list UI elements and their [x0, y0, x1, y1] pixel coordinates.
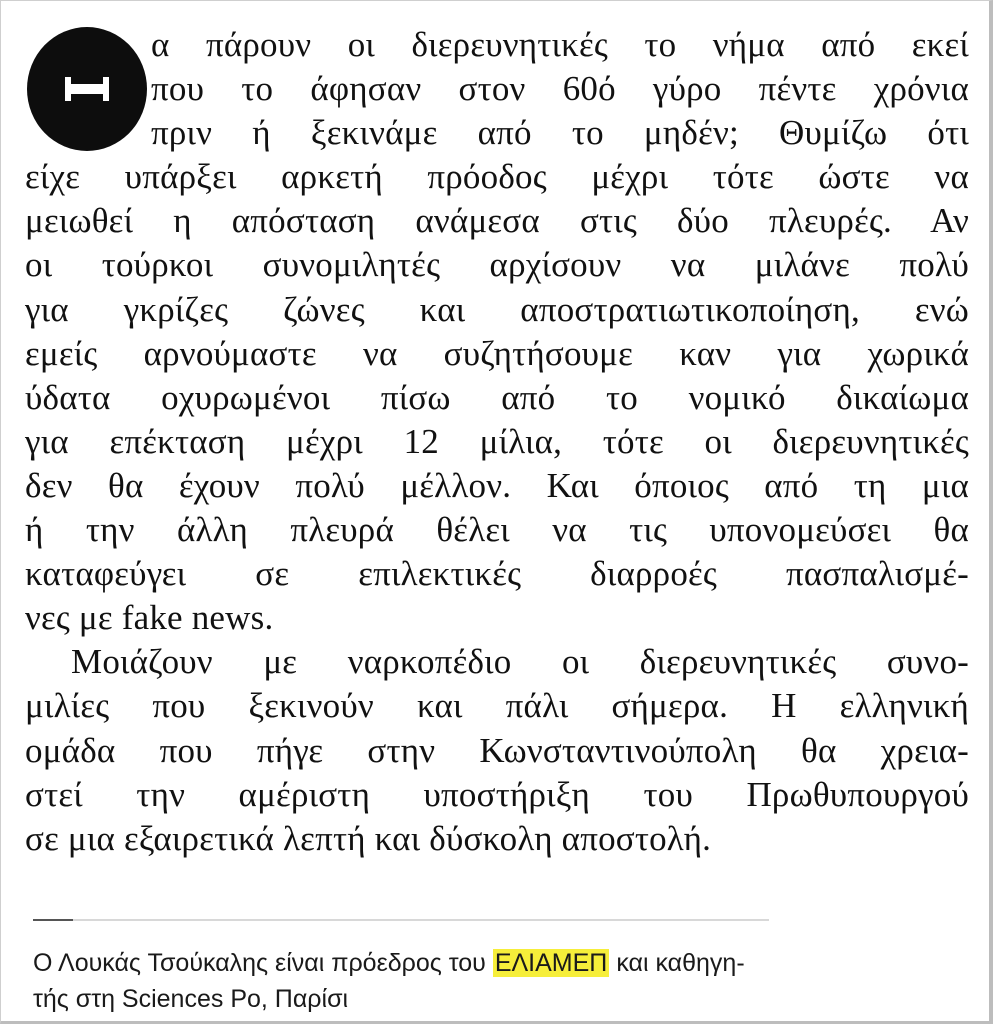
article-line: νες με fake news.: [25, 598, 274, 638]
article-line: Μοιάζουν με ναρκοπέδιο οι διερευνητικές συνο-: [71, 642, 969, 682]
article-line: μειωθεί η απόσταση ανάμεσα στις δύο πλευρές. Αν: [25, 201, 969, 241]
drop-cap-serif-right: [103, 77, 109, 101]
highlighted-org-name: ΕΛΙΑΜΕΠ: [494, 949, 608, 977]
article-line: στεί την αμέριστη υποστήριξη του Πρωθυπουργού: [25, 774, 969, 814]
drop-cap-theta: [27, 27, 147, 151]
article-line: για επέκταση μέχρι 12 μίλια, τότε οι διερευνητικές: [25, 421, 969, 461]
bio-line-1: [33, 945, 943, 981]
drop-cap-serif-left: [65, 77, 71, 101]
article-line: σε μια εξαιρετικά λεπτή και δύσκολη αποστολή.: [25, 818, 712, 858]
bio-text: Ο Λουκάς Τσούκαλης είναι πρόεδρος του: [33, 949, 493, 977]
article-line: οι τούρκοι συνομιλητές αρχίσουν να μιλάνε πολύ: [25, 245, 969, 285]
article-line: α πάρουν οι διερευνητικές το νήμα από εκεί: [151, 25, 969, 64]
article-line: για γκρίζες ζώνες και αποστρατιωτικοποίηση, ενώ: [25, 289, 969, 329]
article-line: ομάδα που πήγε στην Κωνσταντινούπολη θα χρεια-: [25, 730, 969, 770]
article-line: ή την άλλη πλευρά θέλει να τις υπονομεύσει θα: [25, 510, 969, 550]
article-body: [25, 23, 969, 861]
article-line: δεν θα έχουν πολύ μέλλον. Και όποιος από τη μια: [25, 465, 969, 505]
bio-line-2: τής στη Sciences Po, Παρίσι: [33, 985, 349, 1013]
article-line: εμείς αρνούμαστε να συζητήσουμε καν για χωρικά: [25, 333, 969, 373]
article-line: καταφεύγει σε επιλεκτικές διαρροές πασπαλισμέ-: [25, 554, 969, 594]
article-line: ύδατα οχυρωμένοι πίσω από το νομικό δικαίωμα: [25, 377, 969, 417]
bio-divider-accent: [33, 919, 73, 921]
article-line: μιλίες που ξεκινούν και πάλι σήμερα. Η ελληνική: [25, 686, 969, 726]
bio-divider: [33, 919, 769, 921]
article-line: που το άφησαν στον 60ό γύρο πέντε χρόνια: [151, 69, 969, 109]
article-line: πριν ή ξεκινάμε από το μηδέν; Θυμίζω ότι: [151, 113, 969, 153]
article-line: είχε υπάρξει αρκετή πρόοδος μέχρι τότε ώστε να: [25, 157, 969, 197]
bio-text: και καθηγη-: [609, 949, 745, 977]
author-bio: [33, 945, 943, 1017]
